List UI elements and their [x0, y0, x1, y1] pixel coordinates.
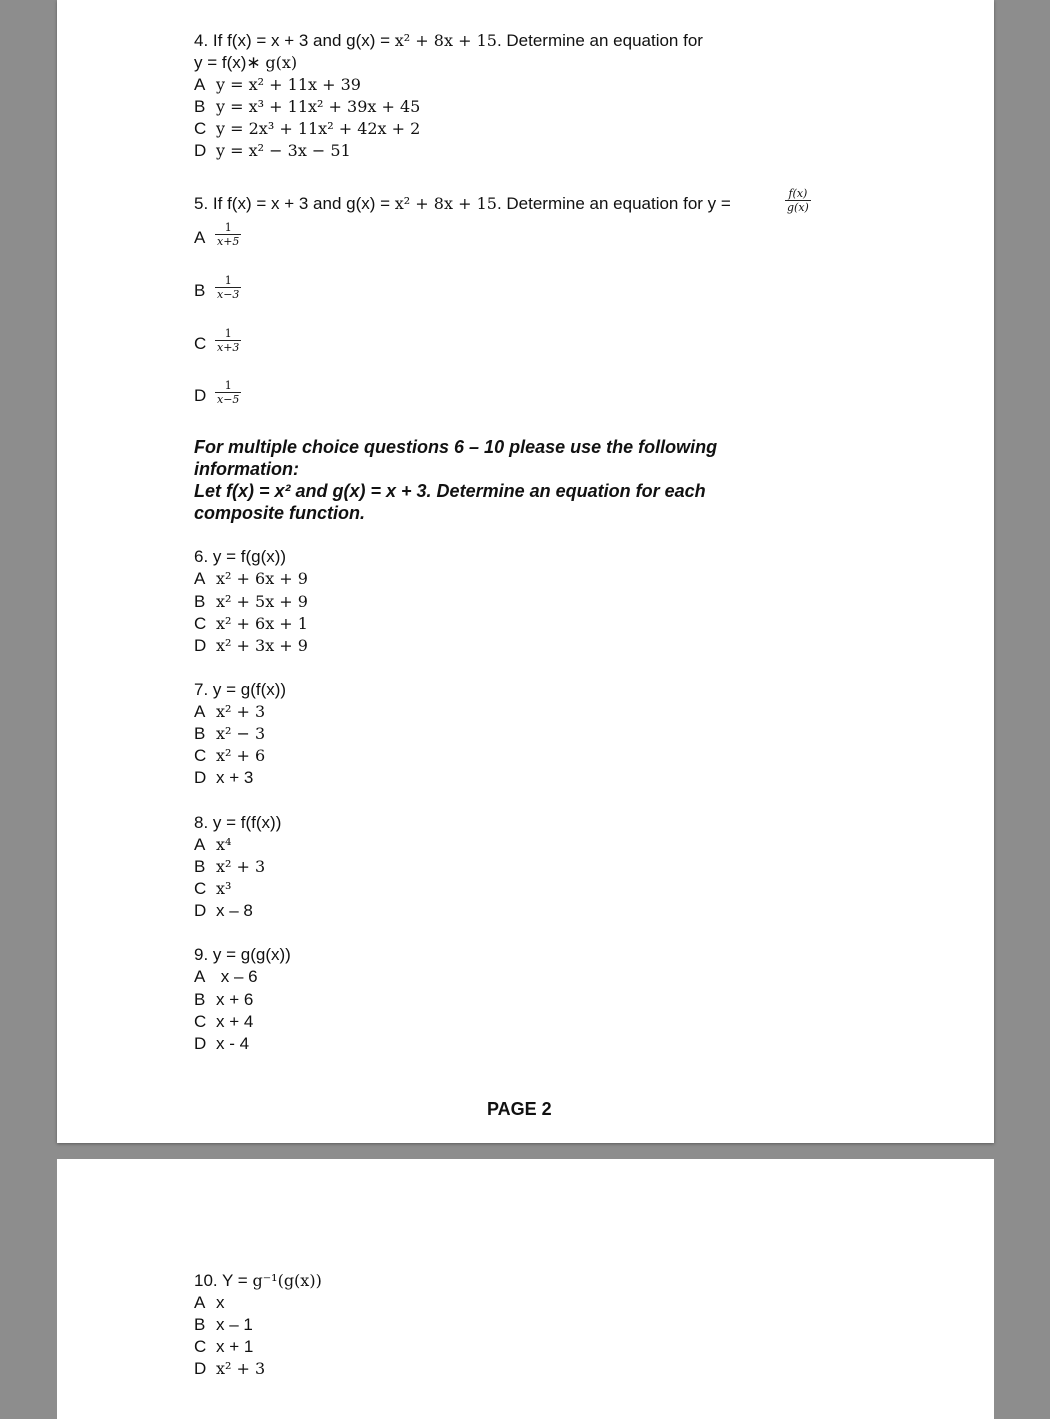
- option-letter: C: [194, 1012, 207, 1031]
- option-letter: A: [194, 835, 206, 854]
- q6-option-b: [194, 592, 308, 612]
- q9-option-b: [194, 990, 253, 1010]
- q10-stem-text: 10. Y =: [194, 1271, 253, 1290]
- option-letter: C: [194, 334, 207, 353]
- option-text: x² + 3: [216, 702, 266, 721]
- q10-option-c: [194, 1337, 253, 1357]
- option-letter: D: [194, 636, 207, 655]
- q5-option-d-letter: [194, 386, 206, 406]
- option-text: x² + 5x + 9: [216, 592, 308, 611]
- q6-option-c: [194, 614, 308, 634]
- q8-option-a: [194, 835, 231, 855]
- option-text: x² + 6x + 9: [216, 569, 308, 588]
- q6-stem: 6. y = f(g(x)): [194, 547, 287, 566]
- option-text: x² + 6: [216, 746, 266, 765]
- option-letter: A: [194, 228, 206, 247]
- option-text: y = x³ + 11x² + 39x + 45: [216, 97, 421, 116]
- q10-option-d: [194, 1359, 265, 1379]
- q5-stem-math: x² + 8x + 15: [394, 194, 497, 213]
- option-letter: B: [194, 990, 206, 1009]
- option-letter: A: [194, 569, 206, 588]
- option-text: x + 1: [216, 1337, 254, 1356]
- q5-stem-text: 5. If f(x) = x + 3 and g(x) =: [194, 194, 395, 213]
- option-letter: B: [194, 724, 206, 743]
- q8-option-c: [194, 879, 231, 899]
- q4-stem2-math: g(x): [265, 53, 298, 72]
- option-letter: D: [194, 1034, 207, 1053]
- q8-option-d: [194, 901, 253, 921]
- q4-stem-end: . Determine an equation for: [496, 31, 703, 50]
- option-letter: D: [194, 901, 207, 920]
- option-letter: B: [194, 281, 206, 300]
- option-text: y = x² − 3x − 51: [216, 141, 351, 160]
- option-letter: B: [194, 857, 206, 876]
- fraction-numerator: 1: [224, 327, 232, 340]
- q10-option-b: [194, 1315, 253, 1335]
- q7-stem: 7. y = g(f(x)): [194, 680, 287, 699]
- q5-option-c-letter: [194, 334, 206, 354]
- option-text: x + 4: [216, 1012, 254, 1031]
- q9-stem: 9. y = g(g(x)): [194, 945, 291, 964]
- option-letter: B: [194, 1315, 206, 1334]
- option-text: x² + 3: [216, 857, 266, 876]
- q9-option-c: [194, 1012, 253, 1032]
- q7-option-d: [194, 768, 253, 788]
- q10-option-a: [194, 1293, 225, 1313]
- option-text: x² + 3x + 9: [216, 636, 308, 655]
- option-letter: D: [194, 1359, 207, 1378]
- fraction-denominator: x−3: [217, 288, 240, 301]
- option-text: x + 6: [216, 990, 254, 1009]
- q7-option-b: [194, 724, 265, 744]
- option-letter: C: [194, 119, 207, 138]
- option-text: x² + 3: [216, 1359, 266, 1378]
- fraction-numerator: 1: [224, 379, 232, 392]
- option-text: y = 2x³ + 11x² + 42x + 2: [216, 119, 421, 138]
- info-line-1: For multiple choice questions 6 – 10 please use the following: [194, 437, 718, 457]
- option-letter: D: [194, 768, 207, 787]
- q8-option-b: [194, 857, 265, 877]
- q4-stem-line2: [194, 53, 297, 73]
- option-letter: D: [194, 386, 207, 405]
- q10-stem-math: g⁻¹(g(x)): [252, 1271, 322, 1290]
- option-text: x – 8: [216, 901, 253, 920]
- option-letter: A: [194, 967, 206, 986]
- q5-option-b-letter: [194, 281, 205, 301]
- option-text: x – 6: [216, 967, 258, 986]
- fraction-numerator: 1: [224, 221, 232, 234]
- option-text: x + 3: [216, 768, 254, 787]
- option-letter: A: [194, 702, 206, 721]
- option-letter: C: [194, 746, 207, 765]
- q9-option-a: [194, 967, 258, 987]
- fraction-denominator: x−5: [217, 393, 240, 406]
- option-text: x² − 3: [216, 724, 266, 743]
- option-letter: C: [194, 614, 207, 633]
- option-text: x - 4: [216, 1034, 250, 1053]
- option-letter: A: [194, 75, 206, 94]
- option-letter: D: [194, 141, 207, 160]
- q5-option-c-fraction: [215, 328, 241, 354]
- option-text: x³: [216, 879, 232, 898]
- option-letter: C: [194, 1337, 207, 1356]
- q4-option-b: [194, 97, 420, 117]
- q4-option-a: [194, 75, 361, 95]
- option-letter: C: [194, 879, 207, 898]
- q8-stem: 8. y = f(f(x)): [194, 813, 282, 832]
- option-text: x – 1: [216, 1315, 253, 1334]
- q10-stem: [194, 1271, 322, 1291]
- option-text: x² + 6x + 1: [216, 614, 308, 633]
- q5-stem-fraction: [785, 188, 811, 214]
- fraction-denominator: x+5: [217, 235, 240, 248]
- q5-option-b-fraction: [215, 275, 241, 301]
- q6-option-d: [194, 636, 308, 656]
- fraction-denominator: x+3: [217, 341, 240, 354]
- q6-option-a: [194, 569, 308, 589]
- fraction-numerator: 1: [224, 274, 232, 287]
- q4-stem-text: 4. If f(x) = x + 3 and g(x) =: [194, 31, 395, 50]
- option-text: x: [216, 1293, 225, 1312]
- q4-option-d: [194, 141, 351, 161]
- option-letter: B: [194, 97, 206, 116]
- option-letter: B: [194, 592, 206, 611]
- q5-stem: [194, 194, 731, 214]
- q7-option-c: [194, 746, 265, 766]
- q4-stem-math: x² + 8x + 15: [394, 31, 497, 50]
- q5-option-d-fraction: [215, 380, 241, 406]
- fraction-denominator: g(x): [787, 201, 809, 214]
- q4-stem2-text: y = f(x)∗: [194, 53, 266, 72]
- q7-option-a: [194, 702, 265, 722]
- q5-option-a-fraction: [215, 222, 241, 248]
- q5-stem-end: . Determine an equation for y =: [496, 194, 731, 213]
- info-line-3: Let f(x) = x² and g(x) = x + 3. Determine an equation for each: [194, 481, 706, 501]
- option-letter: A: [194, 1293, 206, 1312]
- q5-option-a-letter: [194, 228, 205, 248]
- option-text: x⁴: [216, 835, 232, 854]
- page-number-label: PAGE 2: [487, 1099, 552, 1119]
- q9-option-d: [194, 1034, 249, 1054]
- fraction-numerator: f(x): [788, 187, 808, 200]
- q4-stem-line1: [194, 31, 703, 51]
- option-text: y = x² + 11x + 39: [216, 75, 361, 94]
- info-line-4: composite function.: [194, 503, 365, 523]
- q4-option-c: [194, 119, 420, 139]
- info-line-2: information:: [194, 459, 299, 479]
